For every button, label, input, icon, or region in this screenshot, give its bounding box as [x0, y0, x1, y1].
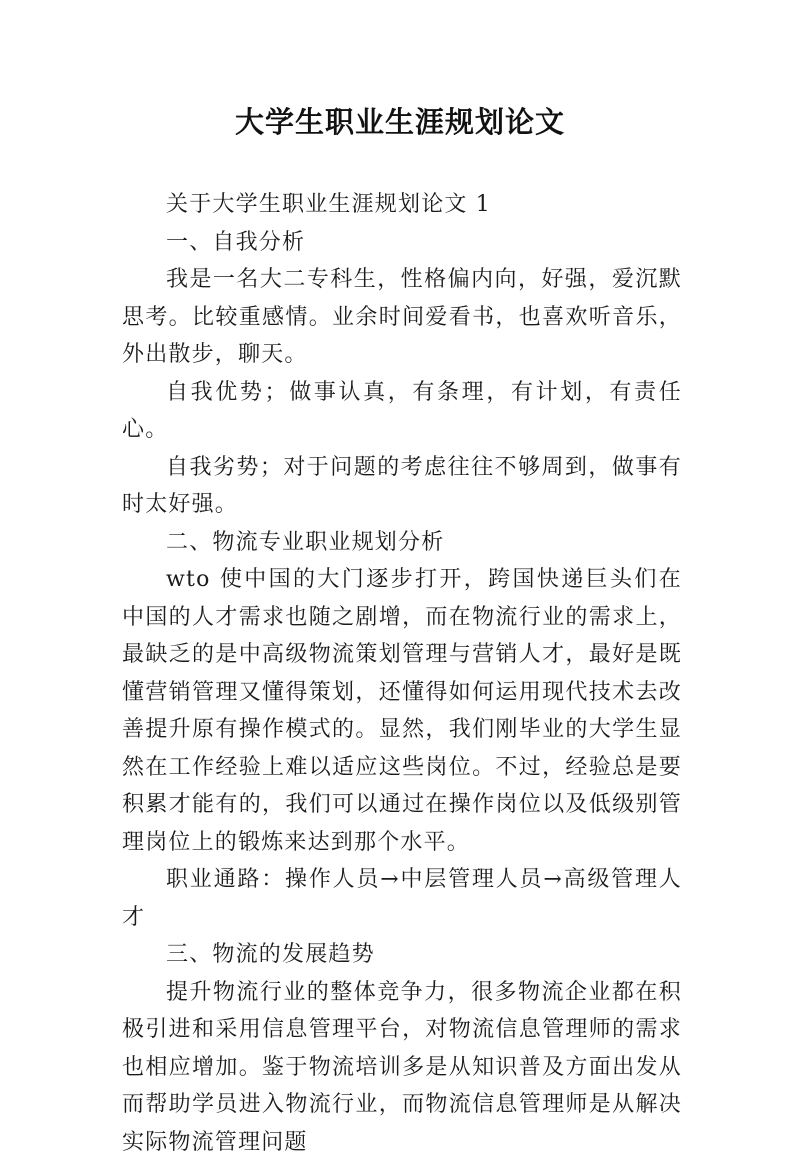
- section-heading-self-analysis: 一、自我分析: [122, 224, 682, 262]
- body-paragraph: 提升物流行业的整体竞争力，很多物流企业都在积极引进和采用信息管理平台，对物流信息管理师的需求也相应增加。鉴于物流培训多是从知识普及方面出发从而帮助学员进入物流行业，而物流信息管理师是从解决实际物流管理问题: [122, 974, 682, 1161]
- document-title: 大学生职业生涯规划论文: [0, 100, 800, 141]
- body-paragraph: 自我劣势；对于问题的考虑往往不够周到，做事有时太好强。: [122, 449, 682, 524]
- body-paragraph: 我是一名大二专科生，性格偏内向，好强，爱沉默思考。比较重感情。业余时间爱看书，也喜欢听音乐，外出散步，聊天。: [122, 261, 682, 374]
- section-heading-career-analysis: 二、物流专业职业规划分析: [122, 524, 682, 562]
- subtitle-paragraph: 关于大学生职业生涯规划论文 1: [122, 186, 682, 224]
- body-paragraph: 自我优势；做事认真，有条理，有计划，有责任心。: [122, 374, 682, 449]
- body-paragraph: 职业通路：操作人员→中层管理人员→高级管理人才: [122, 861, 682, 936]
- section-heading-trends: 三、物流的发展趋势: [122, 936, 682, 974]
- document-body: [122, 186, 682, 1161]
- body-paragraph: wto 使中国的大门逐步打开，跨国快递巨头们在中国的人才需求也随之剧增，而在物流行业的需求上，最缺乏的是中高级物流策划管理与营销人才，最好是既懂营销管理又懂得策划，还懂得如何运用现代技术去改善提升原有操作模式的。显然，我们刚毕业的大学生显然在工作经验上难以适应这些岗位。不过，经验总是要积累才能有的，我们可以通过在操作岗位以及低级别管理岗位上的锻炼来达到那个水平。: [122, 561, 682, 861]
